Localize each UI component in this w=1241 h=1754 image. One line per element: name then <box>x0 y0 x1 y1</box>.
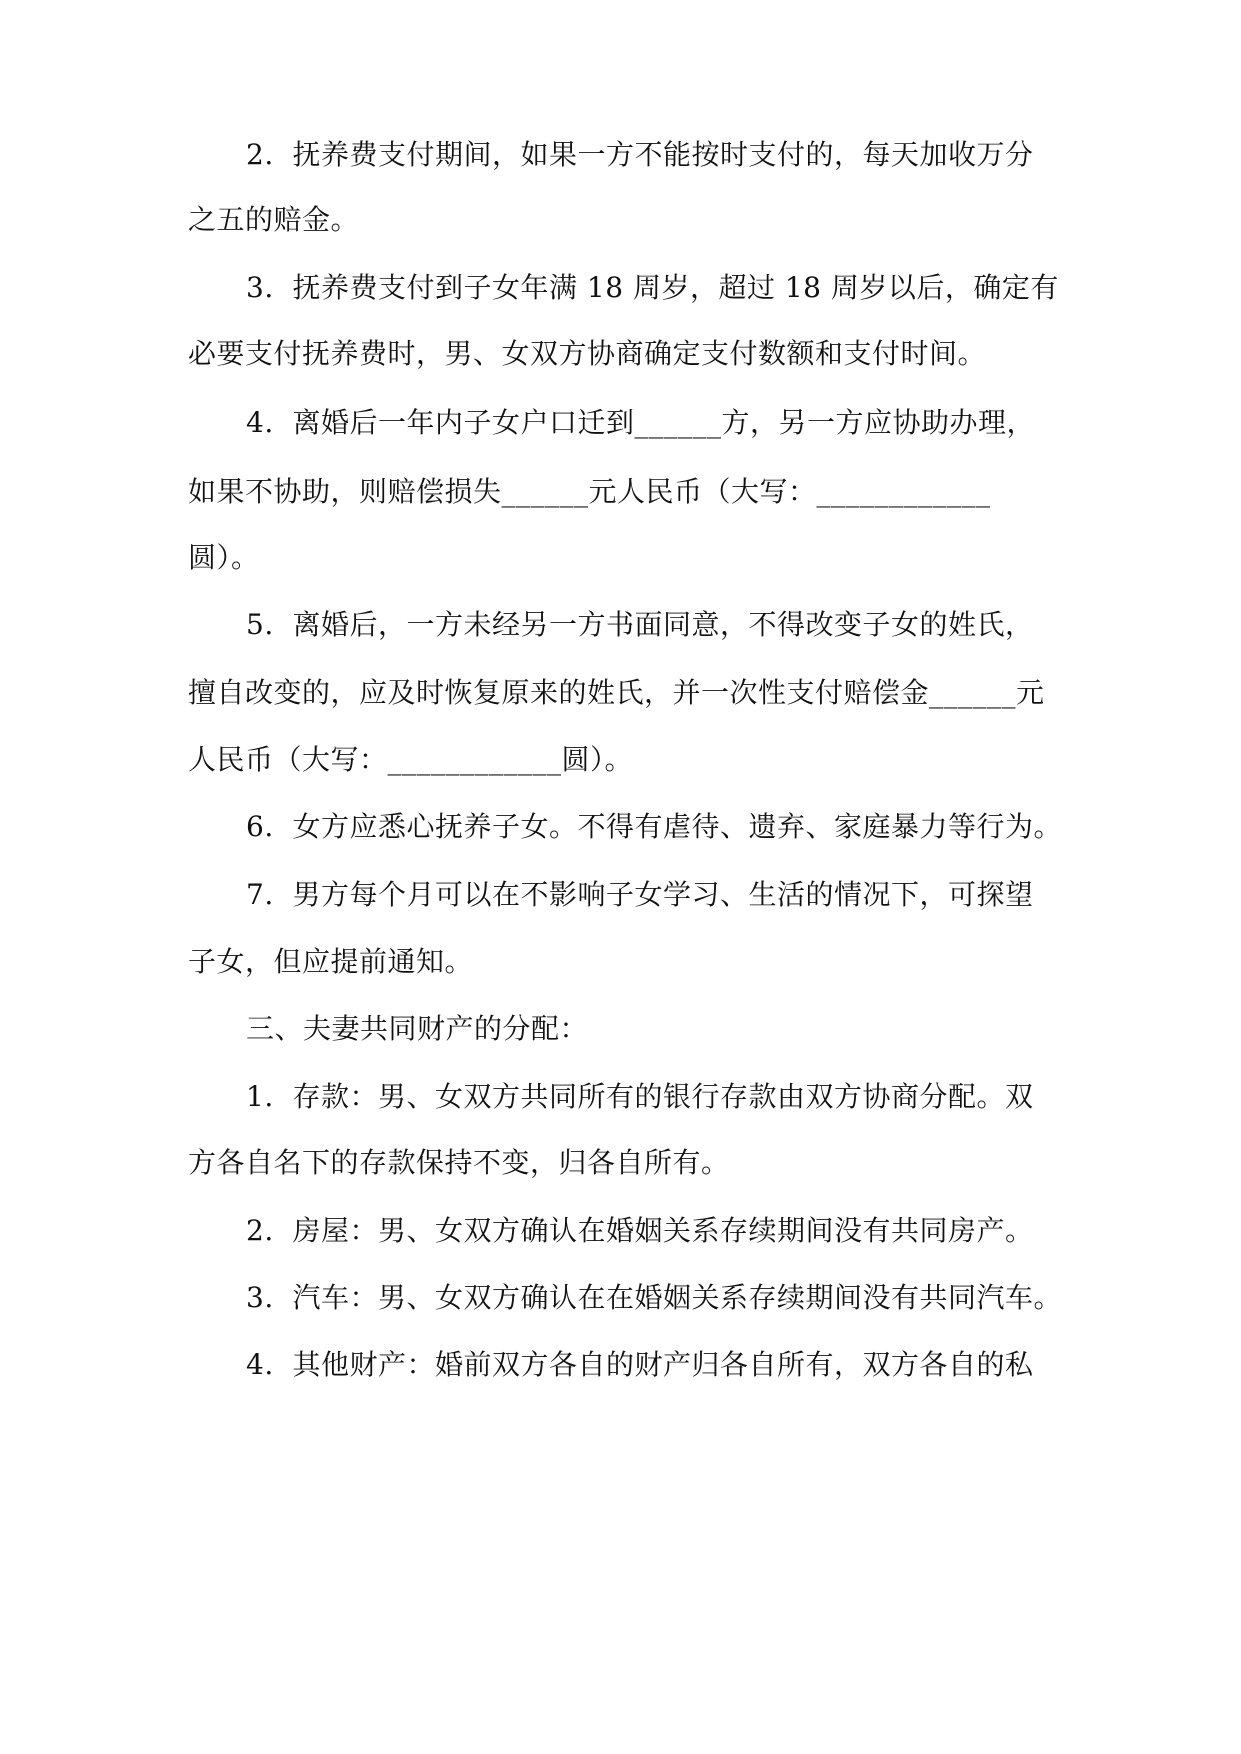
paragraph-line: 2. 抚养费支付期间，如果一方不能按时支付的，每天加收万分 <box>246 138 1034 171</box>
paragraph-line: 方各自名下的存款保持不变，归各自所有。 <box>188 1146 730 1179</box>
paragraph-line: 之五的赔金。 <box>188 203 360 236</box>
paragraph-line: 6. 女方应悉心抚养子女。不得有虐待、遗弃、家庭暴力等行为。 <box>246 810 1063 843</box>
paragraph-line: 4. 离婚后一年内子女户口迁到______方，另一方应协助办理， <box>246 406 1036 439</box>
paragraph-line: 3. 汽车：男、女双方确认在在婚姻关系存续期间没有共同汽车。 <box>246 1281 1063 1314</box>
paragraph-line: 圆）。 <box>188 541 260 574</box>
paragraph-line: 7. 男方每个月可以在不影响子女学习、生活的情况下，可探望 <box>246 878 1034 911</box>
section-heading: 三、夫妻共同财产的分配： <box>246 1012 589 1045</box>
paragraph-line: 2. 房屋：男、女双方确认在婚姻关系存续期间没有共同房产。 <box>246 1214 1034 1247</box>
paragraph-line: 3. 抚养费支付到子女年满 18 周岁，超过 18 周岁以后，确定有 <box>246 271 1059 304</box>
paragraph-line: 人民币（大写：____________圆）。 <box>188 743 634 776</box>
paragraph-line: 5. 离婚后，一方未经另一方书面同意，不得改变子女的姓氏， <box>246 608 1034 641</box>
paragraph-line: 1. 存款：男、女双方共同所有的银行存款由双方协商分配。双 <box>246 1080 1034 1113</box>
paragraph-line: 擅自改变的，应及时恢复原来的姓氏，并一次性支付赔偿金______元 <box>188 676 1045 709</box>
paragraph-line: 4. 其他财产：婚前双方各自的财产归各自所有，双方各自的私 <box>246 1348 1034 1381</box>
paragraph-line: 必要支付抚养费时，男、女双方协商确定支付数额和支付时间。 <box>188 337 987 370</box>
paragraph-line: 子女，但应提前通知。 <box>188 945 474 978</box>
paragraph-line: 如果不协助，则赔偿损失______元人民币（大写：____________ <box>188 475 991 508</box>
